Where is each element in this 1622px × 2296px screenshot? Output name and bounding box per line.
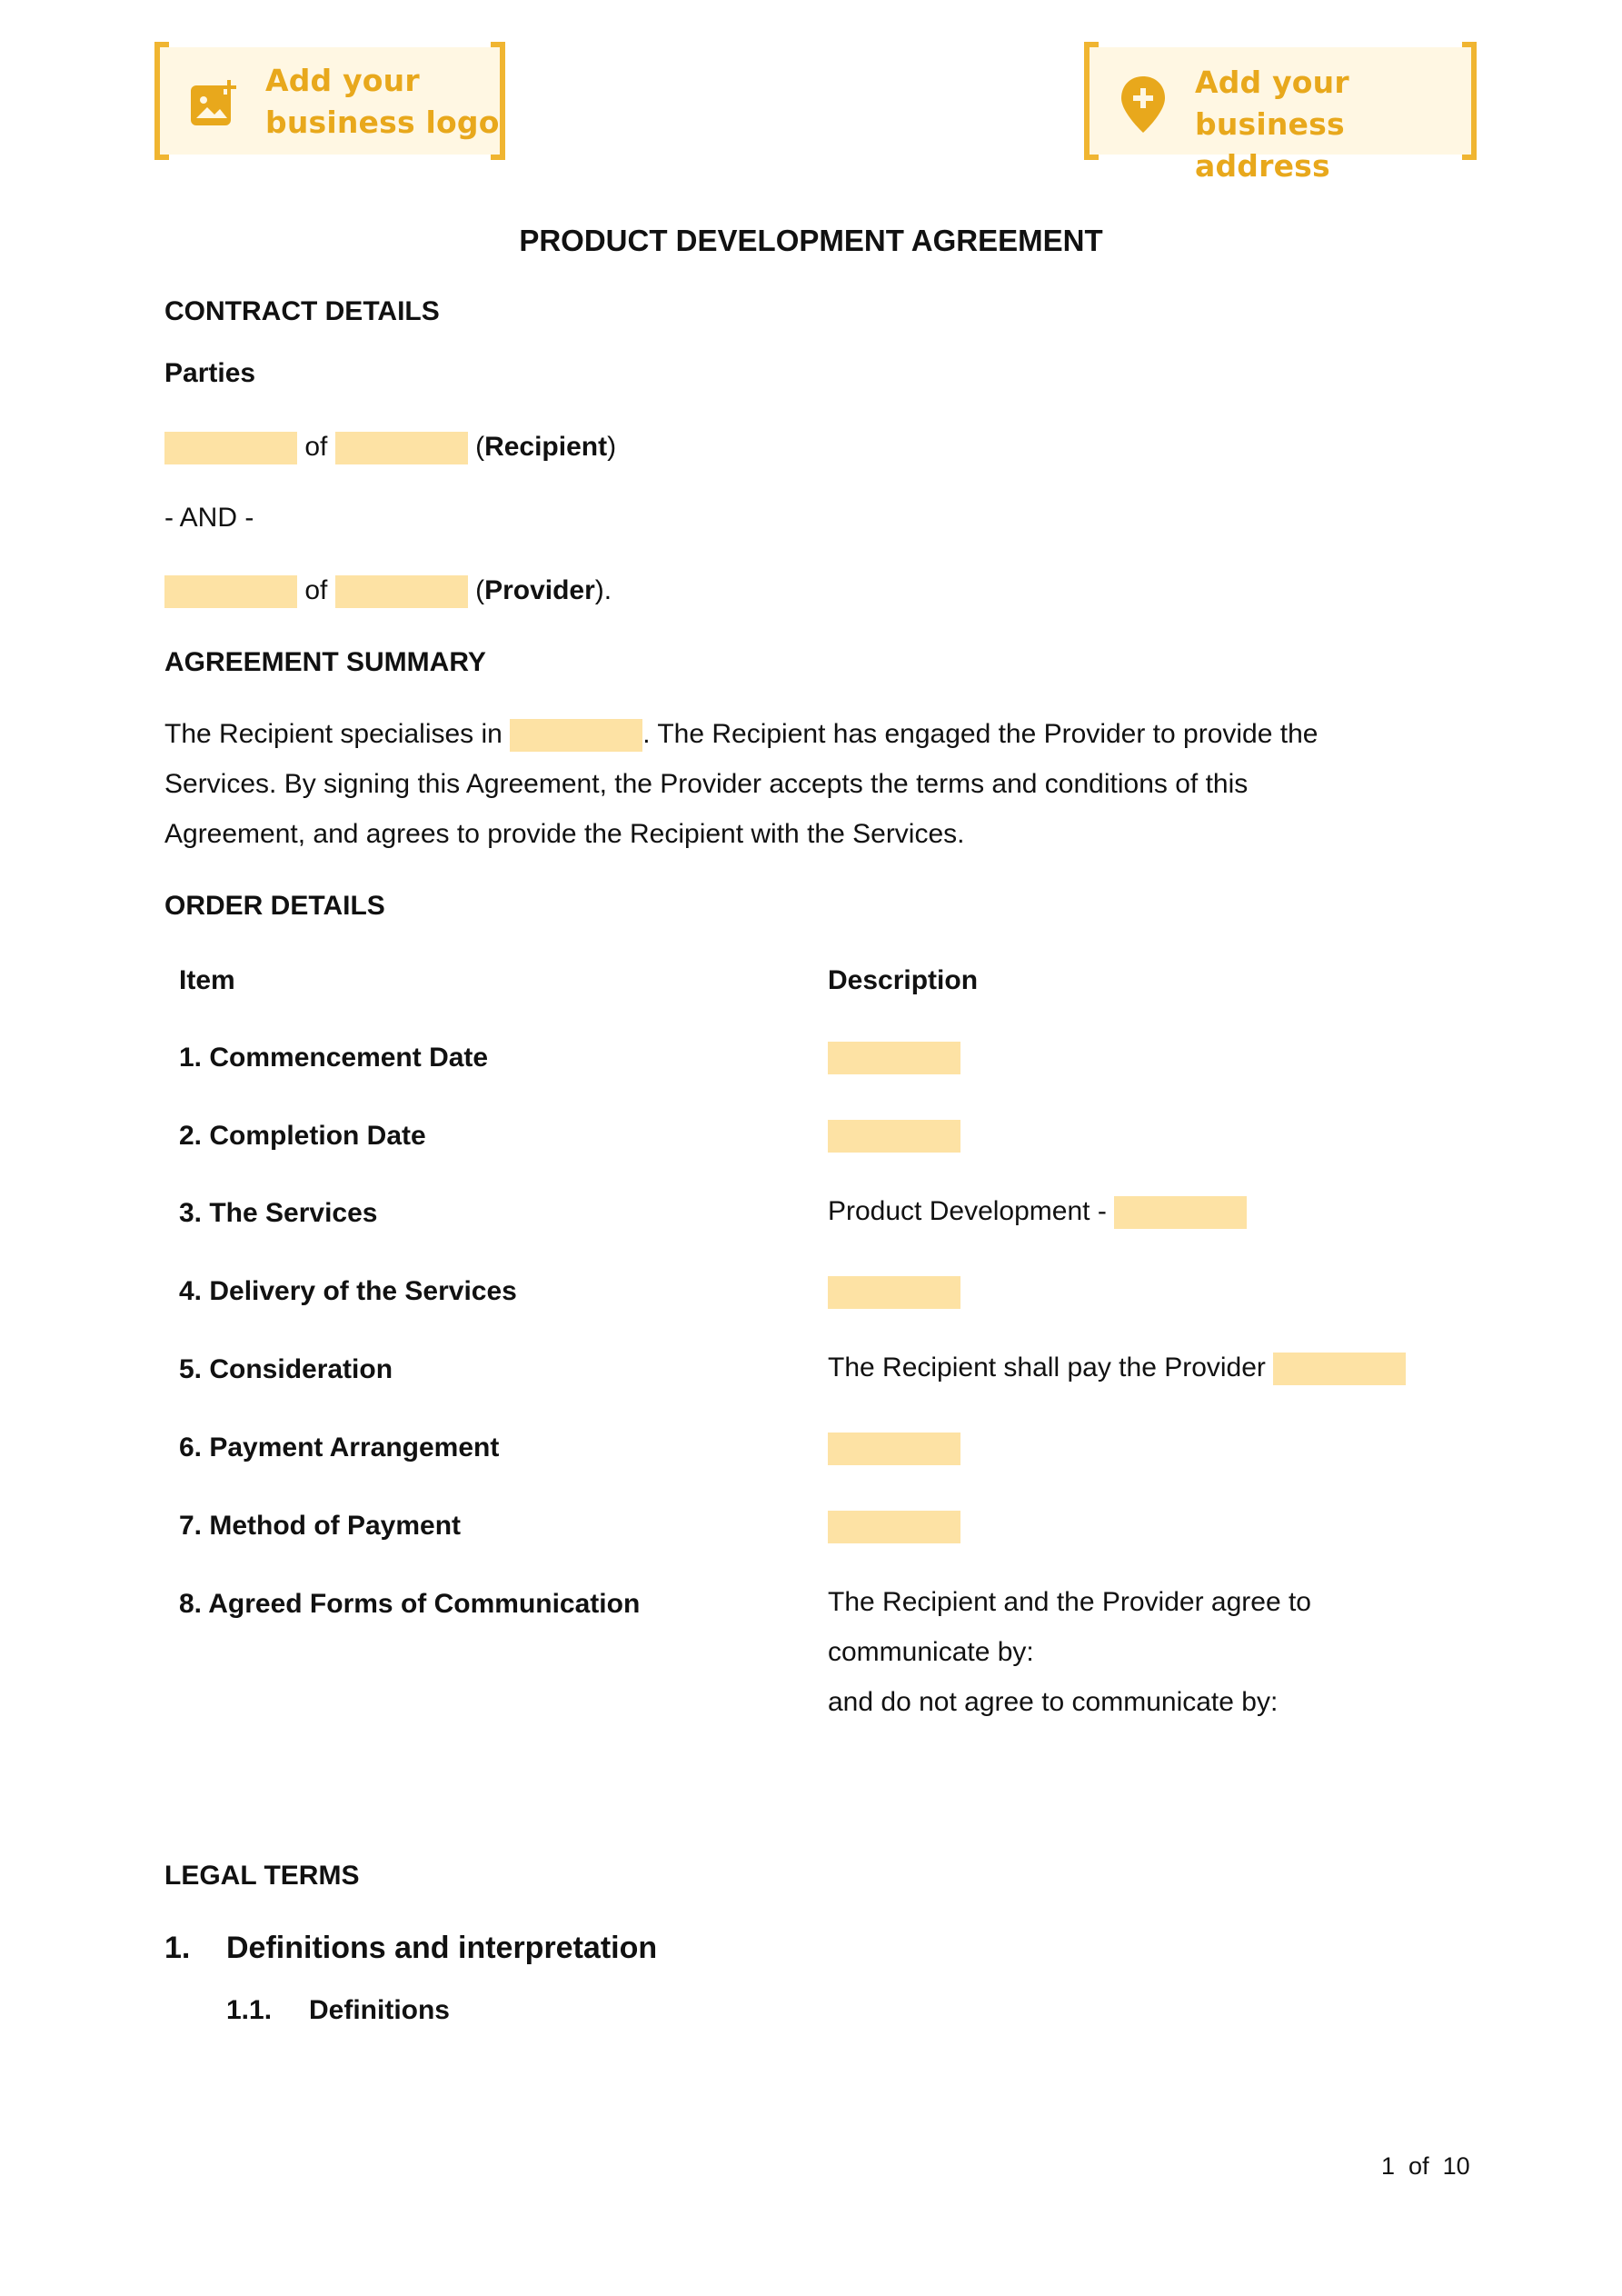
order-details-heading: ORDER DETAILS (164, 891, 385, 921)
provider-open-paren: ( (475, 575, 485, 605)
recipient-address-blank[interactable] (335, 432, 468, 464)
section-1-number: 1. (164, 1931, 191, 1965)
summary-line2: Services. By signing this Agreement, the Provider accepts the terms and conditions of this (164, 769, 1249, 799)
recipient-line (164, 422, 616, 472)
agreement-summary-heading: AGREEMENT SUMMARY (164, 647, 486, 677)
and-separator: - AND - (164, 503, 254, 533)
completion-date-blank[interactable] (828, 1120, 960, 1153)
row-item-8: 8. Agreed Forms of Communication (179, 1589, 641, 1619)
business-logo-placeholder[interactable] (154, 42, 505, 160)
provider-name-blank[interactable] (164, 575, 297, 608)
of-text-1: of (304, 432, 328, 462)
communication-line3: and do not agree to communicate by: (828, 1687, 1279, 1717)
address-placeholder-line2: business address (1195, 106, 1345, 184)
delivery-blank[interactable] (828, 1276, 960, 1309)
subsection-1-1-number: 1.1. (226, 1995, 273, 2025)
summary-line3: Agreement, and agrees to provide the Recipient with the Services. (164, 819, 965, 849)
provider-label: Provider (484, 575, 595, 605)
row-item-6: 6. Payment Arrangement (179, 1433, 500, 1462)
page-total: 10 (1442, 2152, 1470, 2180)
row-desc-8 (828, 1577, 1311, 1727)
page-current: 1 (1381, 2152, 1396, 2180)
specialisation-blank[interactable] (510, 719, 642, 752)
payment-method-blank[interactable] (828, 1511, 960, 1543)
recipient-open-paren: ( (475, 432, 485, 462)
communication-line2: communicate by: (828, 1637, 1034, 1667)
summary-line1-b: . The Recipient has engaged the Provider to provide the (642, 719, 1318, 749)
row-item-5: 5. Consideration (179, 1354, 393, 1384)
agreement-summary-text (164, 709, 1473, 859)
consideration-blank[interactable] (1273, 1353, 1406, 1385)
page-number (1381, 2152, 1470, 2181)
column-header-item: Item (179, 965, 235, 995)
provider-address-blank[interactable] (335, 575, 468, 608)
column-header-description: Description (828, 965, 979, 995)
logo-placeholder-line2: business logo (265, 105, 500, 140)
image-add-icon (189, 78, 238, 127)
parties-heading: Parties (164, 358, 256, 388)
row-item-7: 7. Method of Payment (179, 1511, 462, 1541)
page-of: of (1408, 2152, 1429, 2180)
document-title: PRODUCT DEVELOPMENT AGREEMENT (519, 224, 1103, 257)
services-blank[interactable] (1114, 1196, 1247, 1229)
row-desc-3 (828, 1186, 1247, 1236)
row-item-1: 1. Commencement Date (179, 1043, 489, 1073)
row-desc-5 (828, 1343, 1406, 1393)
contract-details-heading: CONTRACT DETAILS (164, 296, 440, 326)
legal-terms-heading: LEGAL TERMS (164, 1861, 360, 1891)
row-item-4: 4. Delivery of the Services (179, 1276, 517, 1306)
consideration-desc-text: The Recipient shall pay the Provider (828, 1353, 1266, 1383)
recipient-label: Recipient (484, 432, 608, 462)
logo-placeholder-line1: Add your (265, 63, 420, 98)
provider-close-paren: ). (594, 575, 612, 605)
provider-line (164, 565, 612, 615)
subsection-1-1-title: Definitions (309, 1995, 450, 2025)
location-pin-plus-icon (1119, 75, 1168, 135)
payment-arrangement-blank[interactable] (828, 1433, 960, 1465)
business-address-placeholder[interactable] (1084, 42, 1477, 184)
address-placeholder-line1: Add your (1195, 65, 1349, 100)
section-1-title: Definitions and interpretation (226, 1931, 658, 1965)
recipient-close-paren: ) (607, 432, 617, 462)
communication-line1: The Recipient and the Provider agree to (828, 1587, 1311, 1617)
services-desc-text: Product Development - (828, 1196, 1107, 1226)
of-text-2: of (304, 575, 328, 605)
row-item-3: 3. The Services (179, 1198, 378, 1228)
commencement-date-blank[interactable] (828, 1042, 960, 1074)
recipient-name-blank[interactable] (164, 432, 297, 464)
summary-line1-a: The Recipient specialises in (164, 719, 503, 749)
row-item-2: 2. Completion Date (179, 1121, 426, 1151)
